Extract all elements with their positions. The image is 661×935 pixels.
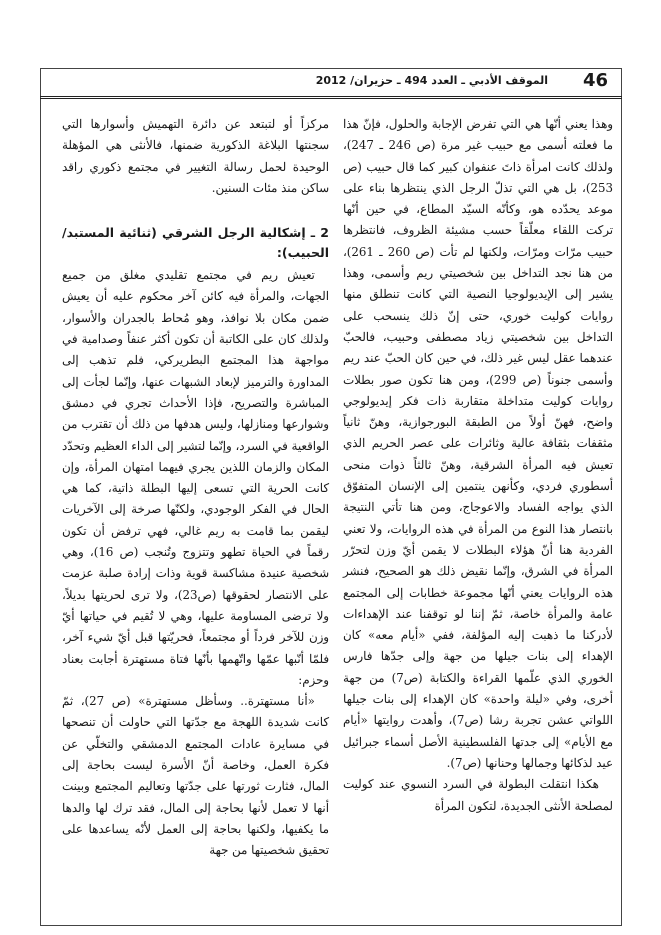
body-paragraph: هكذا انتقلت البطولة في السرد النسوي عند كوليت لمصلحة الأنثى الجديدة، لتكون المرأة xyxy=(343,777,613,813)
body-paragraph: وهذا يعني أنّها هي التي تفرض الإجابة والحلول، فإنّ هذا ما فعلته أسمى مع حبيب غير مرة (ص 246 ـ 247)، ولذلك كانت امرأة ذاتَ عنفوان كبير كما قال حبيب (ص 253)، بل هي التي تذلّ الرجل الذي ينتظرها بناء على موعد يحدّده هو، وكأنّه السيّد المطاع، في حين أنّها تركت اللقاء معلّقاً حسب مشيئة الظروف، فانتظرها حبيب مرّات ومرّات، ولكنها لم تأت (ص 260 ـ 261)، من هنا نجد التداخل بين شخصيتي ريم وأسمى، وهذا يشير إلى الإيديولوجيا النصية التي كانت تنطلق منها روايات كوليت خوري، حتى إنّ ذلك ينسحب على التداخل بين شخصيتي زياد مصطفى وحبيب، فالحبّ عندهما عقل ليس غير ذلك، في حين كان الحبّ عند ريم وأسمى جنوناً (ص 299)، ومن هنا تكون صور بطلات روايات كوليت متداخلة متقاربة ذات فكر إيديولوجي واضح، فهنّ أولاً من الطبقة البورجوازية، وهنّ ثانياً مثقفات بثقافة عالية وثائرات على عصر الحريم الذي تعيش فيه المرأة الشرقية، وهنّ ثالثاً ذوات منحى أسطوري فردي، وكأنهن ينتمين إلى الإنسان المتفوّق الذي يواجه الفساد والاعوجاج، ومن هنا تأتي النتيجة بانتصار هذا النوع من المرأة في هذه الروايات، ولا تعني الفردية هنا أنّ هؤلاء البطلات لا يقمن أيّ وزن لتحرّر المرأة في الشرق، وإنّما نقيض ذلك هو الصحيح، فنشر هذه الروايات يعني أنّها مجموعة خطابات إلى المجتمع عامة والمرأة خاصة، ثمّ إننا لو توقفنا عند الإهداءات لأدركنا ما ذهبت إليه المؤلفة، ففي «أيام معه» كان الإهداء إلى بنات جيلها من جهة وإلى جدّها فارس الخوري الذي علّمها القراءة والكتابة (ص7) من جهة أخرى، وفي «ليلة واحدة» كان الإهداء إلى بنات جيلها اللواتي عشن تجربة رشا (ص7)، وأهدت روايتها «أيام مع الأيام» إلى جدتها الفلسطينية الأصل أسماء جبرائيل عيد لذكائها وجمالها وحنانها (ص7). xyxy=(343,117,614,770)
page-header xyxy=(40,68,622,96)
left-column xyxy=(62,114,329,862)
body-paragraph: تعيش ريم في مجتمع تقليدي مغلق من جميع الجهات، والمرأة فيه كائن آخر محكوم عليه أن يعيش ضمن مكان بلا نوافذ، وهو مُحاط بالجدران والأسوار، ولذلك كان على الكاتبة أن تكون أكثر عنفاً وصدامية في مواجهة هذا المجتمع البطريركي، فلم تذهب إلى المداورة والترميز لإبعاد الشبهات عنها، وإنّما لجأت إلى المباشرة والتصريح، فإذا الأحداث تجري في دمشق وشوارعها ومنازلها، وليس هدفها من ذلك أن تقترب من الواقعية في السرد، وإنّما لتشير إلى الداء العظيم وتحدّد المكان والزمان اللذين يجري فيهما امتهان المرأة، وإن كانت الحرية التي تسعى إليها البطلة ذاتية، كما هي الحال في الفكر الوجودي، ولكنّها صرخة إلى الآخريات ليقمن بما قامت به ريم غالي، فهي ترفض أن تكون رقماً في الحياة تطهو وتتزوج وتُنجب (ص 16)، وهي شخصية عنيدة مشاكسة قوية وذات إرادة صلبة عزمت على الانتصار لحقوقها (ص23)، ولا ترى لحريتها بديلاً، ولا ترضى المساومة عليها، وهي لا تُقيم في حياتها أيّ وزن للآخر فرداً أو مجتمعاً، فحريّتها قبل أيّ شيء آخر، فلمّا أنّبها عمّها واتّهمها بأنّها فتاة مستهترة أجابت بعناد وحزم: xyxy=(62,268,329,687)
journal-header-title: الموقف الأدبي ـ العدد 494 ـ حزيران/ 2012 xyxy=(315,74,548,87)
section-heading: 2 ـ إشكالية الرجل الشرقي (ثنائية المستبد/الحبيب): xyxy=(62,225,329,261)
right-column xyxy=(343,114,613,817)
page-number: 46 xyxy=(582,70,608,91)
body-paragraph: مركزاً أو لتبتعد عن دائرة التهميش وأسوارها التي سجنتها البلاغة الذكورية ضمنها، فالأنثى هي المؤهلة الوحيدة لحمل رسالة التغيير في مجتمع ذكوري راقد ساكن منذ مئات السنين. xyxy=(62,117,329,195)
quote-paragraph: «أنا مستهترة.. وسأظل مستهترة» (ص 27)، ثمّ كانت شديدة اللهجة مع جدّتها التي حاولت أن تنصحها في مسايرة عادات المجتمع الدمشقي والتخلّي عن فكرة العمل، وخاصة أنّ الأسرة ليست بحاجة إلى المال، فثارت ثورتها على جدّتها وتعاليم المجتمع وبينت أنها لا تعمل لأنها بحاجة إلى المال، فقد ترك لها والدها ما يكفيها، ولكنها بحاجة إلى العمل لأنّه يساعدها على تحقيق شخصيتها من جهة xyxy=(62,694,329,858)
header-divider xyxy=(40,96,622,99)
